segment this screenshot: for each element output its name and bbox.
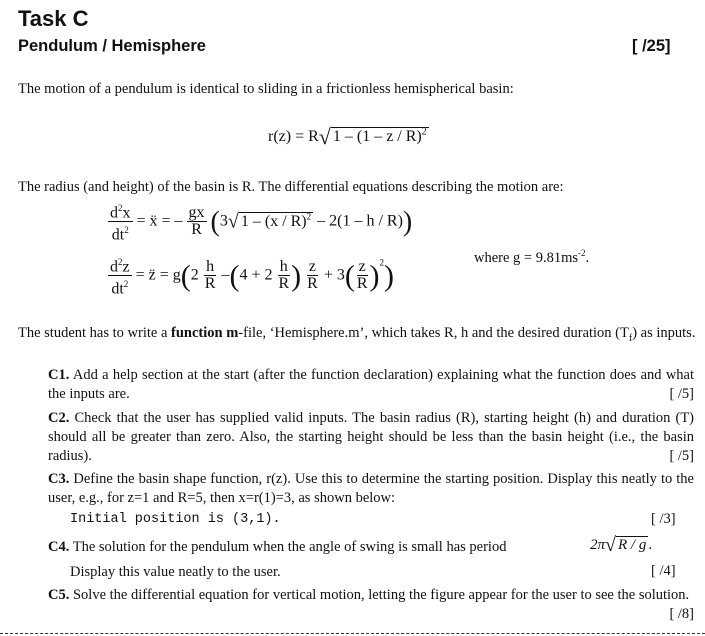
shape-eq-exp: 2 <box>421 126 427 138</box>
shape-eq-lhs: r(z) = R <box>268 128 319 145</box>
eq-z-mid: = z̈ = g <box>135 266 181 284</box>
eq-z-z-over-r-2: $\frac{z}{R}$ <box>356 258 368 293</box>
eq-z-h-over-r: $\frac{h}{R}$ <box>204 258 216 293</box>
c1-marks: [ /5] <box>669 386 694 402</box>
eq-x-radicand: 1 – (x / R) <box>240 212 307 230</box>
where-g-text: where g = 9.81ms <box>474 249 579 266</box>
task-c2: C2. Check that the user has supplied valid inputs. The basin radius (R), starting height (h) and duration (T) should all be greater than zero. Also, the starting height should be less than the basin height (i.e., the basin radius). [ /5] <box>48 410 695 464</box>
equation-x: $\frac{d^2x}{dt^2}$ = ẍ = – $\frac{gx}{R}$ (3√ 1 – (x / R)$^2$ – 2(1 – h / R)) <box>108 200 412 244</box>
c3-code: Initial position is (3,1). <box>70 512 281 527</box>
eq-x-three: 3 <box>219 212 228 230</box>
eq-z-derivative: $\frac{d^2z}{dt^2}$ <box>108 254 132 298</box>
eq-x-gx-over-r: $\frac{gx}{R}$ <box>188 204 205 239</box>
shape-eq-radicand: 1 – (1 – z / R) <box>332 128 422 145</box>
task-c1: C1. Add a help section at the start (after the function declaration) explaining what the function does and what the inputs are. [ /5] <box>48 367 694 402</box>
c3-marks: [ /3] <box>651 511 676 527</box>
student-text: The student has to write a function m-file, ‘Hemisphere.m’, which takes R, h and the desired duration $(T_f)$ as inputs. <box>18 325 696 344</box>
task-c3: C3. Define the basin shape function, r(z). Use this to determine the starting position. Display this neatly to the user, e.g., for z=1 and R=5, then x=r(1)=3, as shown below: <box>48 471 694 506</box>
task-subtitle: Pendulum / Hemisphere <box>18 37 206 55</box>
eq-x-derivative: $\frac{d^2x}{dt^2}$ <box>108 200 133 244</box>
c4-text2: Display this value neatly to the user. <box>70 564 281 580</box>
eq-x-mid: = ẍ = – <box>136 212 183 230</box>
bottom-divider <box>0 633 705 634</box>
task-title: Task C <box>18 6 89 31</box>
equation-z: $\frac{d^2z}{dt^2}$ = z̈ = g(2 $\frac{h}{R}$ –(4 + 2 $\frac{h}{R}$ ) $\frac{z}{R}$ + 3( $\frac{z}{R}$ )$^2$) <box>108 254 394 298</box>
shape-equation: r(z) = R√ 1 – (1 – z / R)$^2$ <box>268 124 427 149</box>
eq-z-h-over-r-2: $\frac{h}{R}$ <box>278 258 290 293</box>
c4-marks: [ /4] <box>651 563 676 579</box>
where-g: where $g = 9.81ms^{-2}$. <box>474 248 590 266</box>
task-c5: C5. Solve the differential equation for vertical motion, letting the figure appear for the user to see the solution. [ /8] <box>48 587 694 622</box>
task-c4: C4. The solution for the pendulum when the angle of swing is small has period <box>48 539 507 555</box>
c5-marks: [ /8] <box>669 606 694 622</box>
c2-marks: [ /5] <box>669 448 694 464</box>
c4-formula: 2π√ R / g . <box>590 534 653 556</box>
radius-text: The radius (and height) of the basin is R. The differential equations describing the motion are: <box>18 179 564 195</box>
where-g-exp: -2 <box>578 248 586 258</box>
eq-z-z-over-r: $\frac{z}{R}$ <box>307 258 318 293</box>
intro-text: The motion of a pendulum is identical to sliding in a frictionless hemispherical basin: <box>18 81 514 97</box>
eq-x-tail: – 2(1 – h / R) <box>317 212 403 230</box>
total-marks: [ /25] <box>632 37 671 55</box>
